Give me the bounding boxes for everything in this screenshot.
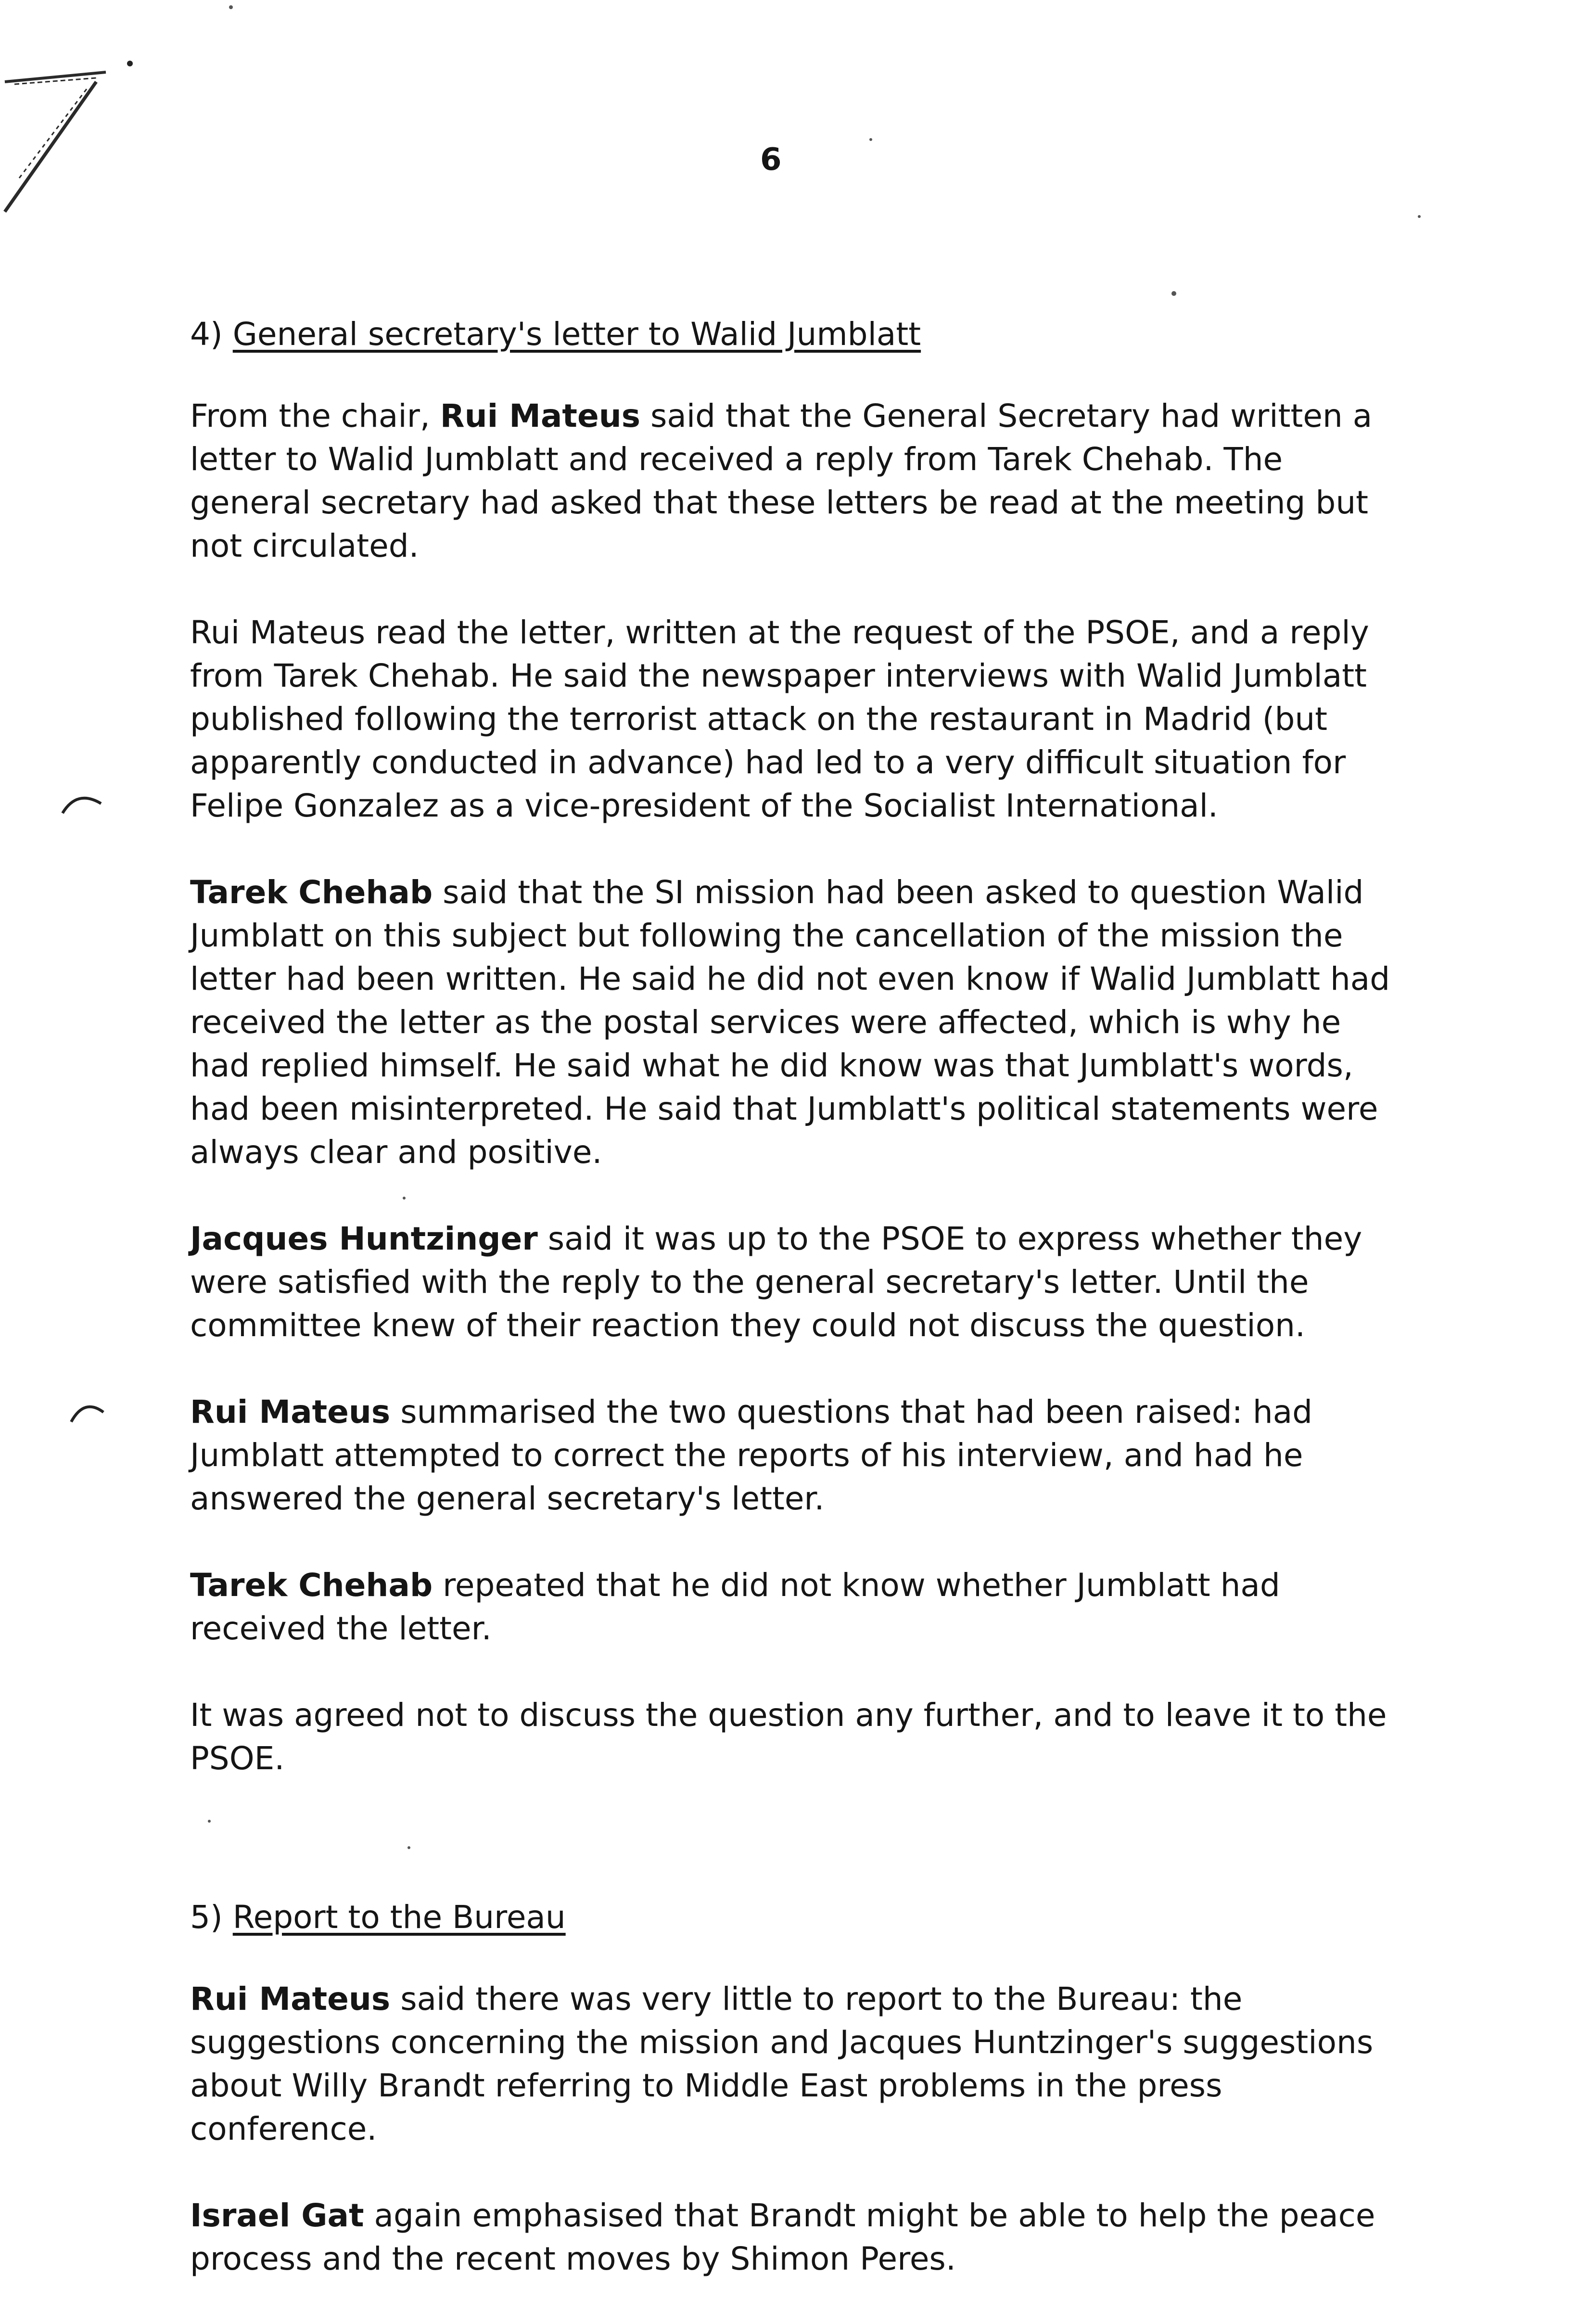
paragraph-mateus-summary [190, 1391, 1402, 1520]
paragraph-text: Rui Mateus read the letter, written at the request of the PSOE, and a reply from Tarek Chehab. He said the newspaper interviews with Walid Jumblatt published following the terrorist attack on the restaurant in Madrid (but apparently conducted in advance) had led to a very difficult situation for Felipe Gonzalez as a vice-president of the Socialist International. [190, 614, 1369, 824]
hole-punch-marks [63, 798, 103, 1422]
paragraph-chehab-statement [190, 871, 1402, 1174]
paragraph-agreement [190, 1694, 1402, 1780]
paragraph-text: said it was up to the PSOE to express whether they were satisfied with the reply to the general secretary's letter. Until the committee knew of their reaction they could not discuss the question. [190, 1220, 1362, 1344]
speaker-name: Jacques Huntzinger [190, 1220, 538, 1257]
section-heading [190, 313, 1402, 356]
paragraph-letter-read [190, 611, 1402, 828]
paragraph-text: again emphasised that Brandt might be able to help the peace process and the recent moves by Shimon Peres. [190, 2197, 1375, 2277]
section-number: 5) [190, 1899, 223, 1936]
paragraph-chehab-repeat [190, 1564, 1402, 1650]
paragraph-text: It was agreed not to discuss the question any further, and to leave it to the PSOE. [190, 1697, 1387, 1777]
paragraph-text: said there was very little to report to the Bureau: the suggestions concerning the mission and Jacques Huntzinger's suggestions about Willy Brandt referring to Middle East problems in the press conference. [190, 1980, 1374, 2147]
speaker-name: Tarek Chehab [190, 874, 433, 911]
section-number: 4) [190, 316, 223, 353]
section-general-secretary-letter [190, 313, 1402, 1780]
section-report-to-bureau [190, 1896, 1402, 2281]
document-body [190, 313, 1402, 2324]
section-spacer [190, 1824, 1402, 1896]
paragraph-lead: From the chair, [190, 397, 440, 434]
paragraph-text: said that the SI mission had been asked to question Walid Jumblatt on this subject but following the cancellation of the mission the letter had been written. He said he did not even know if Walid Jumblatt had received the letter as the postal services were affected, which is why he had replied himself. He said what he did know was that Jumblatt's words, had been misinterpreted. He said that Jumblatt's political statements were always clear and positive. [190, 874, 1390, 1171]
corner-staple-mark [5, 61, 133, 212]
speaker-name: Israel Gat [190, 2197, 364, 2234]
paragraph-huntzinger-statement [190, 1217, 1402, 1347]
section-title: General secretary's letter to Walid Jumblatt [232, 316, 921, 353]
speaker-name: Tarek Chehab [190, 1567, 433, 1604]
paragraph-gat-statement [190, 2194, 1402, 2281]
speaker-name: Rui Mateus [440, 397, 641, 434]
section-heading [190, 1896, 1402, 1939]
paragraph-chair-statement [190, 395, 1402, 568]
paragraph-text: said that the General Secretary had written a letter to Walid Jumblatt and received a reply from Tarek Chehab. The general secretary had asked that these letters be read at the meeting but not circulated. [190, 397, 1373, 564]
paragraph-text: summarised the two questions that had been raised: had Jumblatt attempted to correct the reports of his interview, and had he answered the general secretary's letter. [190, 1393, 1313, 1517]
section-title: Report to the Bureau [232, 1899, 566, 1936]
speaker-name: Rui Mateus [190, 1393, 391, 1430]
page-number: 6 [760, 142, 782, 178]
speaker-name: Rui Mateus [190, 1980, 391, 2018]
paragraph-mateus-report [190, 1978, 1402, 2151]
paragraph-text: repeated that he did not know whether Jumblatt had received the letter. [190, 1567, 1280, 1647]
